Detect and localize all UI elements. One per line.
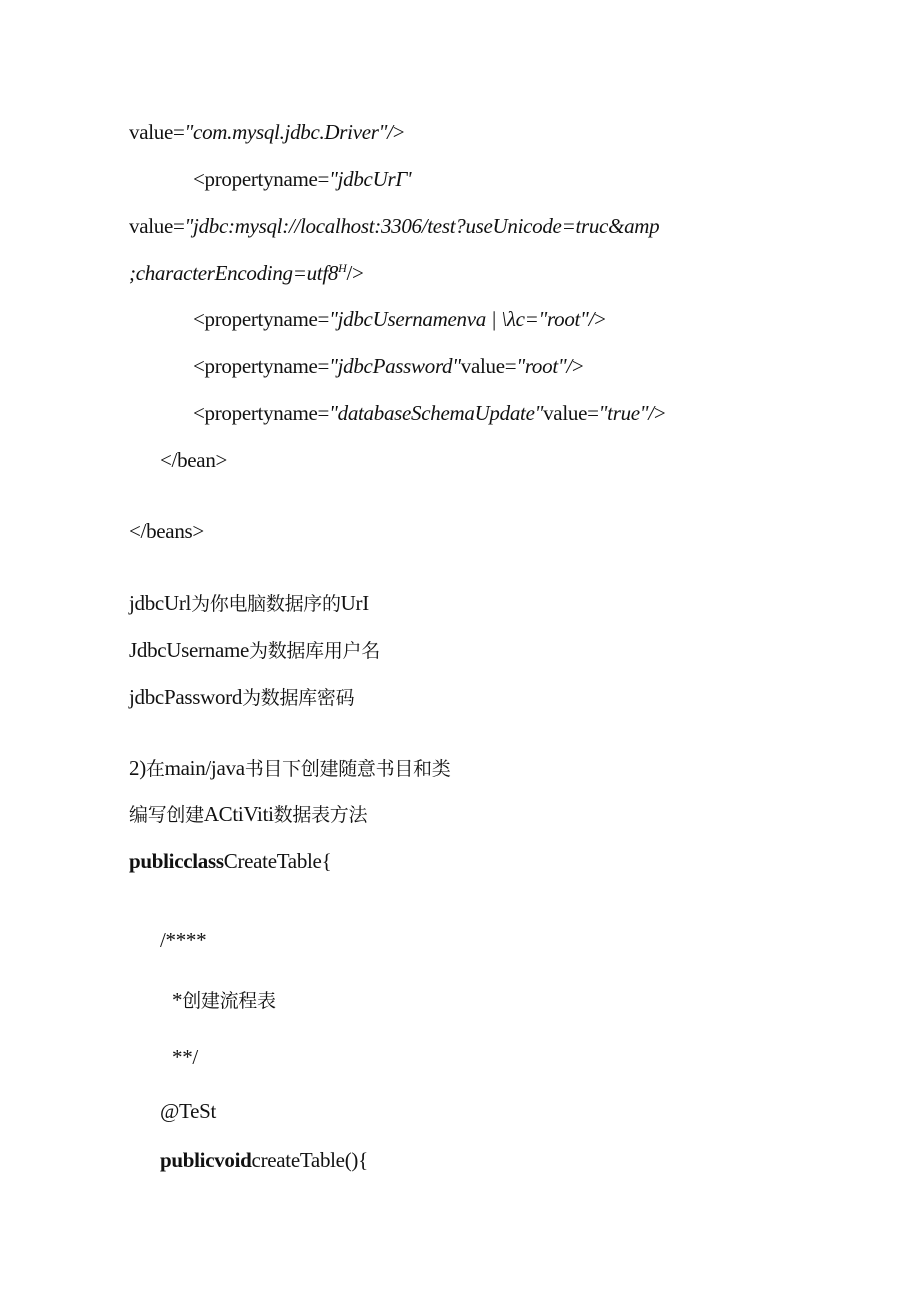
code-line-driver: value="com.mysql.jdbc.Driver"/> (129, 120, 405, 144)
java-comment-body: *创建流程表 (172, 988, 276, 1012)
code-line-character-encoding: $;characterEncoding=utf8^H/>$ (129, 261, 364, 285)
java-test-annotation: @TeSt (160, 1099, 217, 1123)
note-jdbcurl: jdbcUrl为你电脑数据序的UrI (129, 591, 369, 615)
java-comment-close: **/ (172, 1045, 198, 1069)
code-line-beans-close: </beans> (129, 519, 204, 543)
step-description: 编写创建ACtiViti数据表方法 (129, 802, 368, 826)
code-line-schema-update: <propertyname="databaseSchemaUpdate"value="true"/> (193, 401, 666, 425)
code-line-jdbcusername: <propertyname="jdbcUsernamenva | \λc="root"/> (193, 307, 606, 331)
note-jdbcpassword: jdbcPassword为数据库密码 (129, 685, 355, 709)
code-line-jdbcurl-value: value="jdbc:mysql://localhost:3306/test?useUnicode=truc&amp (129, 214, 660, 238)
java-method-declaration: publicvoidcreateTable(){ (160, 1148, 368, 1172)
java-comment-open: /**** (160, 928, 207, 952)
code-line-jdbcpassword: <propertyname="jdbcPassword"value="root"/> (193, 354, 584, 378)
step-heading: 2)在main/java书目下创建随意书目和类 (129, 756, 451, 780)
java-class-declaration: publicclassCreateTable{ (129, 849, 332, 873)
code-line-bean-close: </bean> (160, 448, 228, 472)
note-jdbcusername: JdbcUsername为数据库用户名 (129, 638, 380, 662)
code-line-jdbcurl-property: <propertyname="jdbcUrΓ' (193, 167, 412, 191)
